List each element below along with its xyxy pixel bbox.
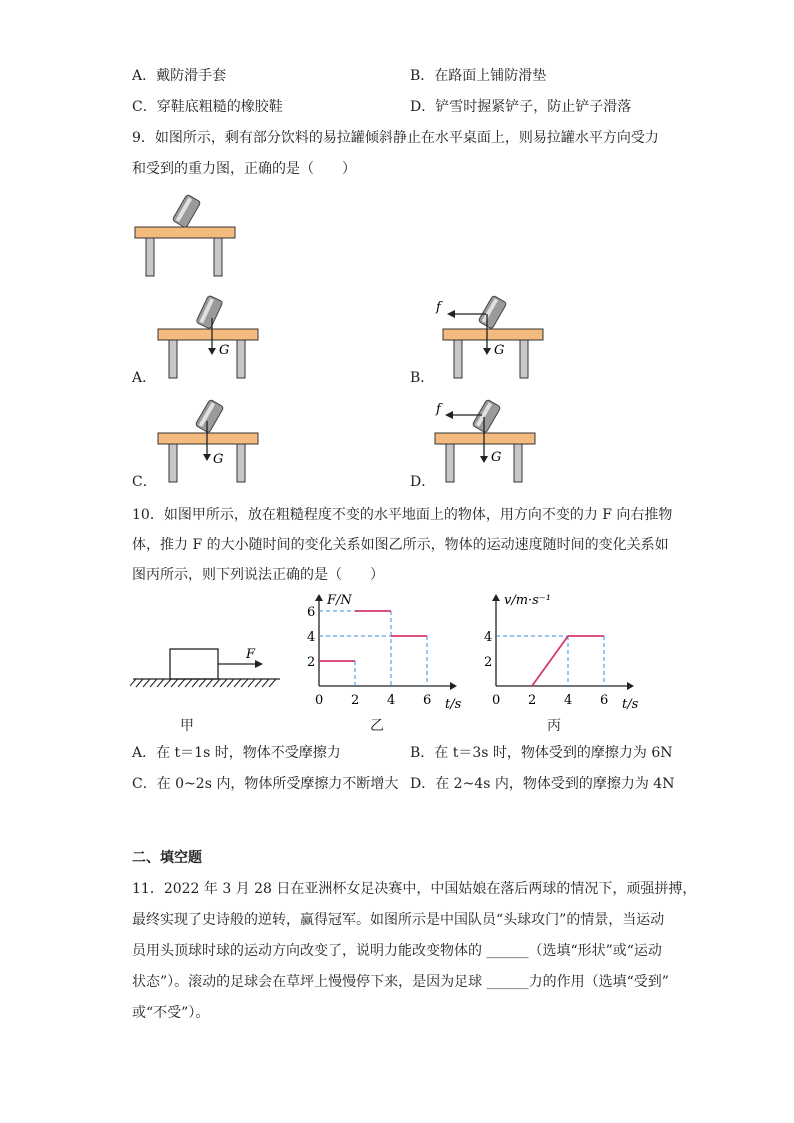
q9-option-a-label: A． — [132, 370, 157, 386]
q10-option-b: B．在 t＝3s 时，物体受到的摩擦力为 6N — [410, 745, 673, 761]
table-top — [158, 433, 258, 444]
q10-option-a: A．在 t＝1s 时，物体不受摩擦力 — [132, 745, 341, 761]
x-tick-label: 0 — [492, 693, 501, 708]
gravity-label: G — [491, 450, 502, 465]
q11-line1: 11．2022 年 3 月 28 日在亚洲杯女足决赛中，中国姑娘在落后两球的情况下，顽强拼搏， — [132, 881, 697, 897]
q9-option-d-label: D． — [410, 474, 436, 490]
can-icon — [196, 295, 223, 329]
x-axis-label: t/s — [622, 697, 639, 712]
table-leg — [520, 340, 528, 378]
y-tick-label: 6 — [307, 605, 316, 620]
y-tick-label: 2 — [484, 655, 493, 670]
y-tick-label: 4 — [307, 630, 316, 645]
q11-line4: 状态”）。滚动的足球会在草坪上慢慢停下来，是因为足球 ______力的作用（选填“受到” — [132, 974, 669, 990]
q9-option-c-figure — [155, 397, 265, 487]
q10-option-c: C．在 0~2s 内，物体所受摩擦力不断增大 — [132, 776, 399, 792]
q10-option-d: D．在 2~4s 内，物体受到的摩擦力为 4N — [410, 776, 675, 792]
table-leg — [237, 340, 245, 378]
gravity-label: G — [213, 452, 224, 467]
q9-main-figure — [130, 192, 250, 282]
table-leg — [454, 340, 462, 378]
table-leg — [169, 340, 177, 378]
x-tick-label: 0 — [315, 693, 324, 708]
table-leg — [169, 444, 177, 482]
q8-option-d: D．铲雪时握紧铲子，防止铲子滑落 — [410, 99, 632, 115]
q8-option-b: B．在路面上铺防滑垫 — [410, 68, 547, 84]
chart-yi-caption: 乙 — [370, 718, 384, 734]
q9-option-d-figure — [430, 397, 550, 487]
q10-stem-line3: 图丙所示，则下列说法正确的是（ ） — [132, 567, 384, 583]
x-tick-label: 6 — [600, 693, 609, 708]
gravity-label: G — [219, 343, 230, 358]
x-tick-label: 6 — [423, 693, 432, 708]
q10-stem-line1: 10．如图甲所示，放在粗糙程度不变的水平地面上的物体，用方向不变的力 F 向右推物 — [132, 507, 673, 523]
q9-option-b-figure — [430, 293, 550, 383]
table-top — [435, 433, 535, 444]
x-tick-label: 4 — [564, 693, 573, 708]
x-axis-arrow — [627, 682, 634, 690]
q9-option-b-label: B． — [410, 370, 435, 386]
section-heading: 二、填空题 — [132, 850, 202, 866]
q8-option-c: C．穿鞋底粗糙的橡胶鞋 — [132, 99, 283, 115]
table-top — [443, 329, 543, 340]
y-tick-label: 2 — [307, 655, 316, 670]
q11-line2: 最终实现了史诗般的逆转，赢得冠军。如图所示是中国队员“头球攻门”的情景，当运动 — [132, 912, 665, 928]
table-leg — [514, 444, 522, 482]
q11-line3: 员用头顶球时球的运动方向改变了，说明力能改变物体的 ______（选填“形状”或“运动 — [132, 943, 662, 959]
q9-stem-line2: 和受到的重力图，正确的是（ ） — [132, 161, 356, 177]
table-leg — [237, 444, 245, 482]
q10-chart-yi — [305, 588, 475, 716]
ground-hatch — [130, 679, 276, 687]
q9-option-c-label: C． — [132, 474, 157, 490]
q10-stem-line2: 体，推力 F 的大小随时间的变化关系如图乙所示，物体的运动速度随时间的变化关系如 — [132, 537, 669, 553]
block — [170, 649, 218, 679]
y-axis-arrow — [492, 594, 500, 601]
x-tick-label: 2 — [528, 693, 537, 708]
can-icon — [172, 194, 201, 228]
table-top — [135, 227, 235, 238]
can-icon — [478, 295, 507, 329]
can-icon — [472, 399, 501, 433]
y-axis-label: F/N — [327, 593, 352, 608]
q8-option-a: A．戴防滑手套 — [132, 68, 227, 84]
chart-bing-caption: 丙 — [547, 718, 561, 734]
gravity-label: G — [494, 343, 505, 358]
data-segment — [532, 636, 568, 686]
table-leg — [446, 444, 454, 482]
x-axis-label: t/s — [445, 697, 462, 712]
friction-label: f — [436, 300, 441, 315]
table-leg — [146, 238, 154, 276]
y-axis-arrow — [315, 594, 323, 601]
can-icon — [195, 399, 224, 433]
fig-jia-label: 甲 — [180, 718, 194, 734]
q9-stem-line1: 9．如图所示，剩有部分饮料的易拉罐倾斜静止在水平桌面上，则易拉罐水平方向受力 — [132, 130, 659, 146]
y-axis-label: v/m·s⁻¹ — [504, 593, 551, 608]
push-force-label: F — [246, 647, 256, 662]
table-leg — [214, 238, 222, 276]
q11-line5: 或“不受”）。 — [132, 1005, 210, 1021]
friction-label: f — [436, 402, 441, 417]
q10-chart-bing — [482, 588, 652, 716]
y-tick-label: 4 — [484, 630, 493, 645]
table-top — [158, 329, 258, 340]
q10-figure-jia — [130, 640, 290, 700]
q9-option-a-figure — [155, 293, 265, 383]
x-tick-label: 2 — [351, 693, 360, 708]
x-axis-arrow — [450, 682, 457, 690]
x-tick-label: 4 — [387, 693, 396, 708]
